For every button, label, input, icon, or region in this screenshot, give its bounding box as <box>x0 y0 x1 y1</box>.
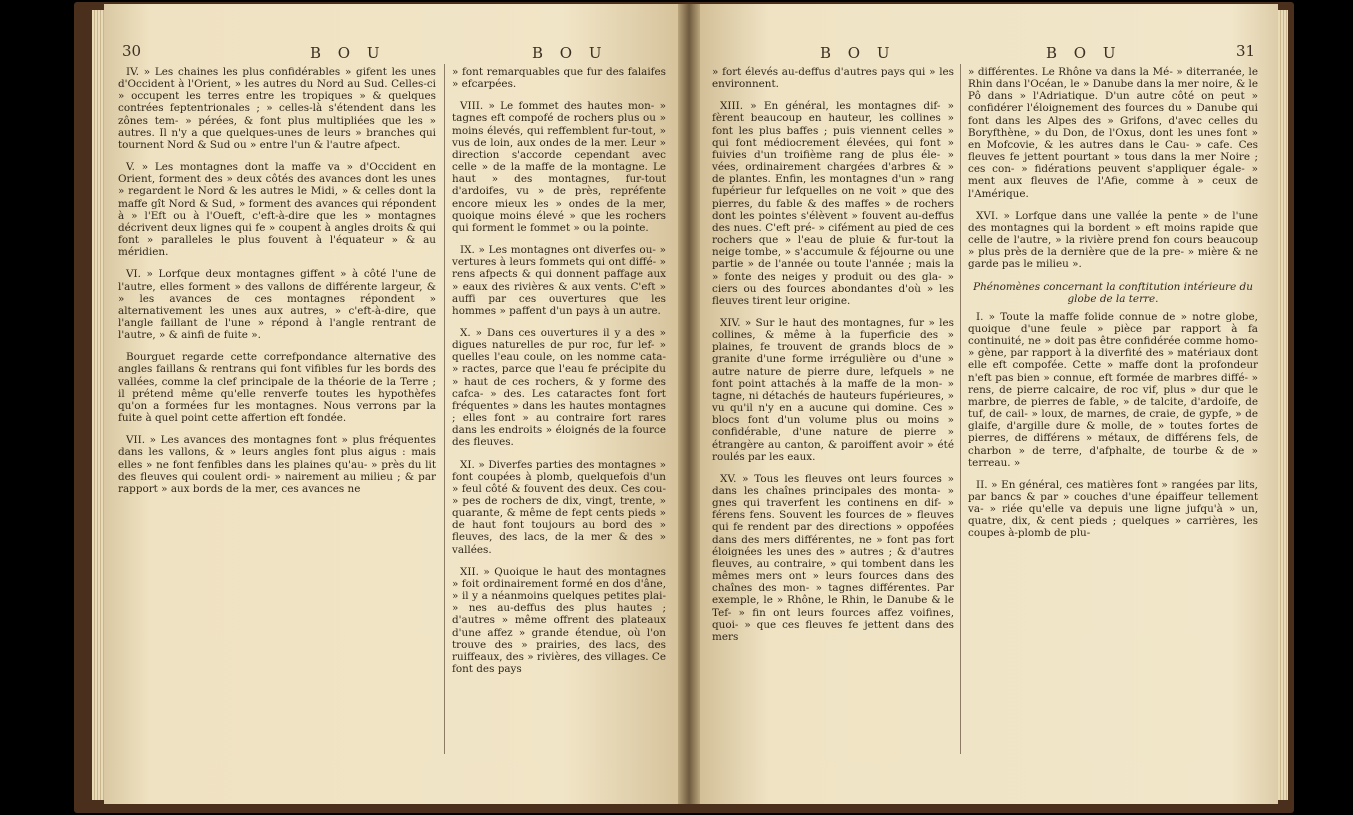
paragraph: » font remarquables que fur des falaifes » efcarpées. <box>452 66 666 91</box>
paragraph: X. » Dans ces ouvertures il y a des » digues naturelles de pur roc, fur lef- » quelles l'eau coule, on les nomme cata- » ractes, parce que l'eau fe précipite du » haut de ces rochers, & y forme des cafca- » des. Les cataractes font fort fréquentes » dans les hautes montagnes ; elles font » au contraire fort rares dans les endroits » éloignés de la fource des fleuves. <box>452 326 666 449</box>
paragraph: XII. » Quoique le haut des montagnes » foit ordinairement formé en dos d'âne, » il y a néanmoins quelques petites plai- » nes au-deffus des plus hautes ; d'autres » même offrent des plateaux d'une affez » grande étendue, où l'on trouve des » prairies, des lacs, des ruiffeaux, des » rivières, des villages. Ce font des pays <box>452 565 666 676</box>
running-head-right-col2: B O U <box>1046 44 1122 62</box>
column-rule <box>960 64 961 754</box>
paragraph: » différentes. Le Rhône va dans la Mé- » diterranée, le Rhin dans l'Océan, le » Danube dans la mer noire, & le Pô dans » l'Adriatique. D'un autre côté on peut » confidérer l'éloignement des fources du » Danube qui font dans les Alpes des » Grifons, d'avec celles du Boryfthène, » du Don, de l'Oxus, dont les unes font » en Mofcovie, & les autres dans le Cau- » cafe. Ces fleuves fe jettent pourtant » tous dans la mer Noire ; ces con- » fidérations peuvent s'appliquer égale- » ment aux fleuves de l'Afie, comme à » ceux de l'Amérique. <box>968 66 1258 200</box>
left-page-column-2 <box>452 66 666 685</box>
left-page-column-1 <box>118 66 436 505</box>
left-page <box>104 4 678 804</box>
paragraph: VII. » Les avances des montagnes font » plus fréquentes dans les vallons, & » leurs angles font plus aigus : mais elles » ne font fenfibles dans les plaines qu'au- » près du lit des fleuves qui coulent ordi- » nairement au milieu ; & par rapport » aux bords de la mer, ces avances ne <box>118 434 436 495</box>
section-heading: Phénomènes concernant la conftitution intérieure du globe de la terre. <box>973 280 1253 305</box>
paragraph: XIII. » En général, les montagnes dif- » fèrent beaucoup en hauteur, les collines » font les plus baffes ; puis viennent celles » qui font médiocrement élevées, qui font » fuivies d'un troifième rang de plus éle- » vées, ordinairement chargées d'arbres & » de plantes. Enfin, les montagnes d'un » rang fupérieur fur lefquelles on ne voit » que des pierres, du fable & des maffes » de rochers dont les pointes s'élèvent » fouvent au-deffus des nues. C'eft pré- » cifément au pied de ces rochers que » l'eau de pluie & fur-tout la neige tombe, » s'accumule & féjourne ou une partie » de l'année ou toute l'année ; mais la » fonte des neiges y produit ou des gla- » ciers ou des fources abondantes d'où » les fleuves tirent leur origine. <box>712 100 954 307</box>
page-number-left: 30 <box>122 42 142 60</box>
paragraph: XVI. » Lorfque dans une vallée la pente » de l'une des montagnes qui la bordent » eft moins rapide que celle de l'autre, » la rivière prend fon cours beaucoup » plus près de la dernière que de la pre- » mière & ne garde pas le milieu ». <box>968 209 1258 271</box>
page-edges-right <box>1278 10 1288 800</box>
page-number-right: 31 <box>1236 42 1256 60</box>
paragraph: I. » Toute la maffe folide connue de » notre globe, quoique d'une feule » pièce par rapport à fa continuité, ne » doit pas être confidérée comme homo- » gène, par rapport à la diverfité des » matériaux dont elle eft compofée. Cette » maffe dont la profondeur n'eft pas bien » connue, eft formée de marbres diffé- » rens, de pierre calcaire, de roc vif, plus » dur que le marbre, de pierres de fable, » de talcite, d'ardoife, de tuf, de cail- » loux, de marnes, de craie, de gypfe, » de glaife, d'argille dure & molle, de » toutes fortes de pierres, de différens » métaux, de différens fels, de charbon » de terre, d'afphalte, de tourbe & de » terreau. » <box>968 310 1258 469</box>
paragraph: » fort élevés au-deffus d'autres pays qui » les environnent. <box>712 66 954 91</box>
paragraph: XIV. » Sur le haut des montagnes, fur » les collines, & même à la fuperficie des » plaines, fe trouvent de grands blocs de » granite d'une forme irrégulière ou d'une » autre nature de pierre dure, lefquels » ne font point attachés à la maffe de la mon- » tagne, ni détachés de hauteurs fupérieures, » vu qu'il n'y en a aucune qui domine. Ces » blocs font d'un volume plus ou moins » confidérable, d'une nature de pierre » étrangère au canton, & paroiffent avoir » été roulés par les eaux. <box>712 316 954 463</box>
paragraph: VI. » Lorfque deux montagnes giffent » à côté l'une de l'autre, elles forment » des vallons de différente largeur, & » les avances de ces montagnes répondent » alternativement les unes aux autres, » c'eft-à-dire, que l'angle faillant de l'une » répond à l'angle rentrant de l'autre, » & ainfi de fuite ». <box>118 268 436 342</box>
paragraph: IX. » Les montagnes ont diverfes ou- » vertures à leurs fommets qui ont diffé- » rens afpects & qui donnent paffage aux » eaux des rivières & aux vents. C'eft » auffi par ces ouvertures que les hommes » paffent d'un pays à un autre. <box>452 244 666 317</box>
right-page-column-2 <box>968 66 1258 550</box>
running-head-left-col1: B O U <box>310 44 386 62</box>
paragraph: XI. » Diverfes parties des montagnes » font coupées à plomb, quelquefois d'un » feul côté & fouvent des deux. Ces cou- » pes de rochers de dix, vingt, trente, » quarante, & même de fept cents pieds » de haut font toujours au bord des » fleuves, des lacs, de la mer & des » vallées. <box>452 458 666 556</box>
paragraph: V. » Les montagnes dont la maffe va » d'Occident en Orient, forment des » deux côtés des avances dont les unes » regardent le Nord & les autres le Midi, » & celles dont la maffe gît Nord & Sud, » forment des avances qui répondent à » l'Eft ou à l'Oueft, c'eft-à-dire que les » montagnes décrivent deux lignes qui fe » coupent à angles droits & qui font » paralleles le plus fouvent à l'équateur » & au méridien. <box>118 161 436 259</box>
running-head-right-col1: B O U <box>820 44 896 62</box>
column-rule <box>444 64 445 754</box>
paragraph: Bourguet regarde cette correfpondance alternative des angles faillans & rentrans qui font vifibles fur les bords des vallées, comme la clef principale de la théorie de la Terre ; il prétend même qu'elle renverfe toutes les hypothèfes qu'on a formées fur les montagnes. Nous verrons par la fuite à quel point cette affertion eft fondée. <box>118 351 436 425</box>
right-page-column-1 <box>712 66 954 653</box>
book-gutter <box>678 4 700 804</box>
running-head-left-col2: B O U <box>532 44 608 62</box>
paragraph: II. » En général, ces matières font » rangées par lits, par bancs & par » couches d'une épaiffeur tellement va- » riée qu'elle va depuis une ligne jufqu'à » un, quatre, dix, & cent pieds ; quelques » carrières, les coupes à-plomb de plu- <box>968 478 1258 540</box>
paragraph: IV. » Les chaines les plus confidérables » gifent les unes d'Occident à l'Orient, » les autres du Nord au Sud. Celles-ci » occupent les terres entre les tropiques » & quelques contrées feptentrionales ; » celles-là s'étendent dans les zônes tem- » pérées, & font plus multipliées que les » autres. Il n'y a que quelques-unes de leurs » branches qui tournent Nord & Sud ou » entre l'un & l'autre afpect. <box>118 66 436 151</box>
paragraph: VIII. » Le fommet des hautes mon- » tagnes eft compofé de rochers plus ou » moins élevés, qui reffemblent fur-tout, » vus de loin, aux ondes de la mer. Leur » direction s'accorde cependant avec celle » de la maffe de la montagne. Le haut » des montagnes, fur-tout d'ardoifes, vu » de près, repréfente encore mieux les » ondes de la mer, quoique moins élevé » que les rochers qui forment le fommet » ou la pointe. <box>452 100 666 234</box>
paragraph: XV. » Tous les fleuves ont leurs fources » dans les chaînes principales des monta- » gnes qui traverfent les continens en dif- » férens fens. Souvent les fources de » fleuves qui fe rendent par des directions » oppofées dans des mers différentes, ne » font pas fort éloignées les unes des » autres ; & d'autres fleuves, au contraire, » qui tombent dans les mêmes mers ont » leurs fources dans des chaînes des mon- » tagnes différentes. Par exemple, le » Rhône, le Rhin, le Danube & le Tef- » fin ont leurs fources affez voifines, quoi- » que ces fleuves fe jettent dans des mers <box>712 472 954 643</box>
right-page <box>700 4 1278 804</box>
